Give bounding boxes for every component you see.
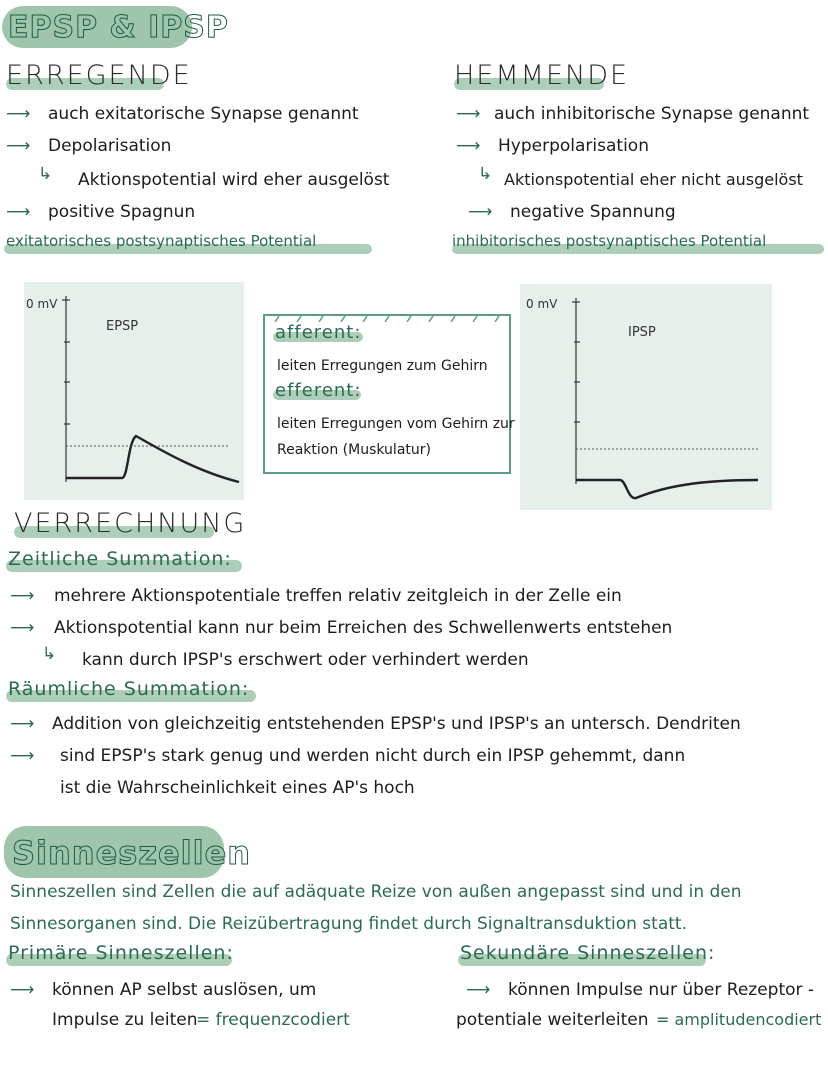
arrow-icon: ⟶ [6, 104, 31, 124]
right-item-3: Aktionspotential eher nicht ausgelöst [504, 170, 803, 189]
arrow-icon: ⟶ [10, 980, 35, 1000]
ipsp-label: IPSP [628, 325, 656, 340]
sekundaer-line-2: potentiale weiterleiten [456, 1010, 649, 1030]
epsp-axis-label: 0 mV [26, 297, 58, 311]
raeumlich-item-2: sind EPSP's stark genug und werden nicht durch ein IPSP gehemmt, dann [60, 746, 686, 766]
left-item-4: positive Spagnun [48, 202, 196, 222]
primaer-line-1: können AP selbst auslösen, um [52, 980, 317, 1000]
epsp-graph [24, 282, 244, 500]
left-footer: exitatorisches postsynaptisches Potential [6, 232, 317, 250]
primaer-line-2-green: = frequenzcodiert [196, 1010, 350, 1030]
epsp-curve [66, 436, 239, 482]
sinneszellen-intro-2: Sinnesorganen sind. Die Reizübertragung findet durch Signaltransduktion statt. [10, 914, 687, 934]
sinneszellen-title: Sinneszellen [12, 834, 252, 872]
zeitlich-item-1: mehrere Aktionspotentiale treffen relativ zeitgleich in der Zelle ein [54, 586, 622, 606]
arrow-icon: ⟶ [456, 104, 481, 124]
sub-arrow-icon: ↳ [478, 164, 493, 184]
heading-erregende: ERREGENDE [6, 60, 192, 91]
efferent-text-1: leiten Erregungen vom Gehirn zur [277, 416, 515, 432]
arrow-icon: ⟶ [10, 618, 35, 638]
ipsp-graph [520, 284, 772, 510]
arrow-icon: ⟶ [466, 980, 491, 1000]
sinneszellen-intro-1: Sinneszellen sind Zellen die auf adäquate Reize von außen angepasst sind und in den [10, 882, 742, 902]
arrow-icon: ⟶ [10, 714, 35, 734]
right-item-4: negative Spannung [510, 202, 676, 222]
zeitlich-item-2: Aktionspotential kann nur beim Erreichen des Schwellenwerts entstehen [54, 618, 673, 638]
ipsp-curve [576, 480, 758, 498]
primaer-label: Primäre Sinneszellen: [8, 942, 234, 964]
arrow-icon: ⟶ [10, 586, 35, 606]
arrow-icon: ⟶ [6, 202, 31, 222]
raeumlich-label: Räumliche Summation: [8, 678, 250, 700]
ipsp-chart [520, 284, 772, 510]
heading-hemmende: HEMMENDE [454, 60, 630, 91]
afferent-text: leiten Erregungen zum Gehirn [277, 358, 488, 374]
raeumlich-item-3: ist die Wahrscheinlichkeit eines AP's hoch [60, 778, 415, 798]
epsp-chart [24, 282, 244, 500]
primaer-line-2: Impulse zu leiten [52, 1010, 198, 1030]
border-ticks [265, 306, 509, 322]
heading-verrechnung: VERRECHNUNG [14, 508, 247, 539]
page-title: EPSP & IPSP [8, 10, 229, 45]
epsp-label: EPSP [106, 319, 139, 334]
zeitlich-label: Zeitliche Summation: [8, 548, 232, 570]
arrow-icon: ⟶ [456, 136, 481, 156]
sekundaer-line-2-green: = amplitudencodiert [656, 1010, 822, 1029]
arrow-icon: ⟶ [468, 202, 493, 222]
sub-arrow-icon: ↳ [38, 164, 53, 184]
right-item-2: Hyperpolarisation [498, 136, 649, 156]
left-item-3: Aktionspotential wird eher ausgelöst [78, 170, 390, 190]
left-item-1: auch exitatorische Synapse genannt [48, 104, 359, 124]
sub-arrow-icon: ↳ [42, 644, 57, 664]
ipsp-axis-label: 0 mV [526, 297, 558, 311]
arrow-icon: ⟶ [6, 136, 31, 156]
arrow-icon: ⟶ [10, 746, 35, 766]
right-item-1: auch inhibitorische Synapse genannt [494, 104, 810, 124]
efferent-label: efferent: [275, 380, 362, 401]
left-item-2: Depolarisation [48, 136, 172, 156]
afferent-efferent-box [263, 314, 515, 474]
efferent-text-2: Reaktion (Muskulatur) [277, 442, 431, 458]
afferent-label: afferent: [275, 322, 362, 343]
right-footer: inhibitorisches postsynaptisches Potential [452, 232, 767, 250]
sekundaer-line-1: können Impulse nur über Rezeptor - [508, 980, 815, 1000]
zeitlich-item-3: kann durch IPSP's erschwert oder verhindert werden [82, 650, 529, 670]
raeumlich-item-1: Addition von gleichzeitig entstehenden EPSP's und IPSP's an untersch. Dendriten [52, 714, 741, 734]
sekundaer-label: Sekundäre Sinneszellen: [460, 942, 716, 964]
